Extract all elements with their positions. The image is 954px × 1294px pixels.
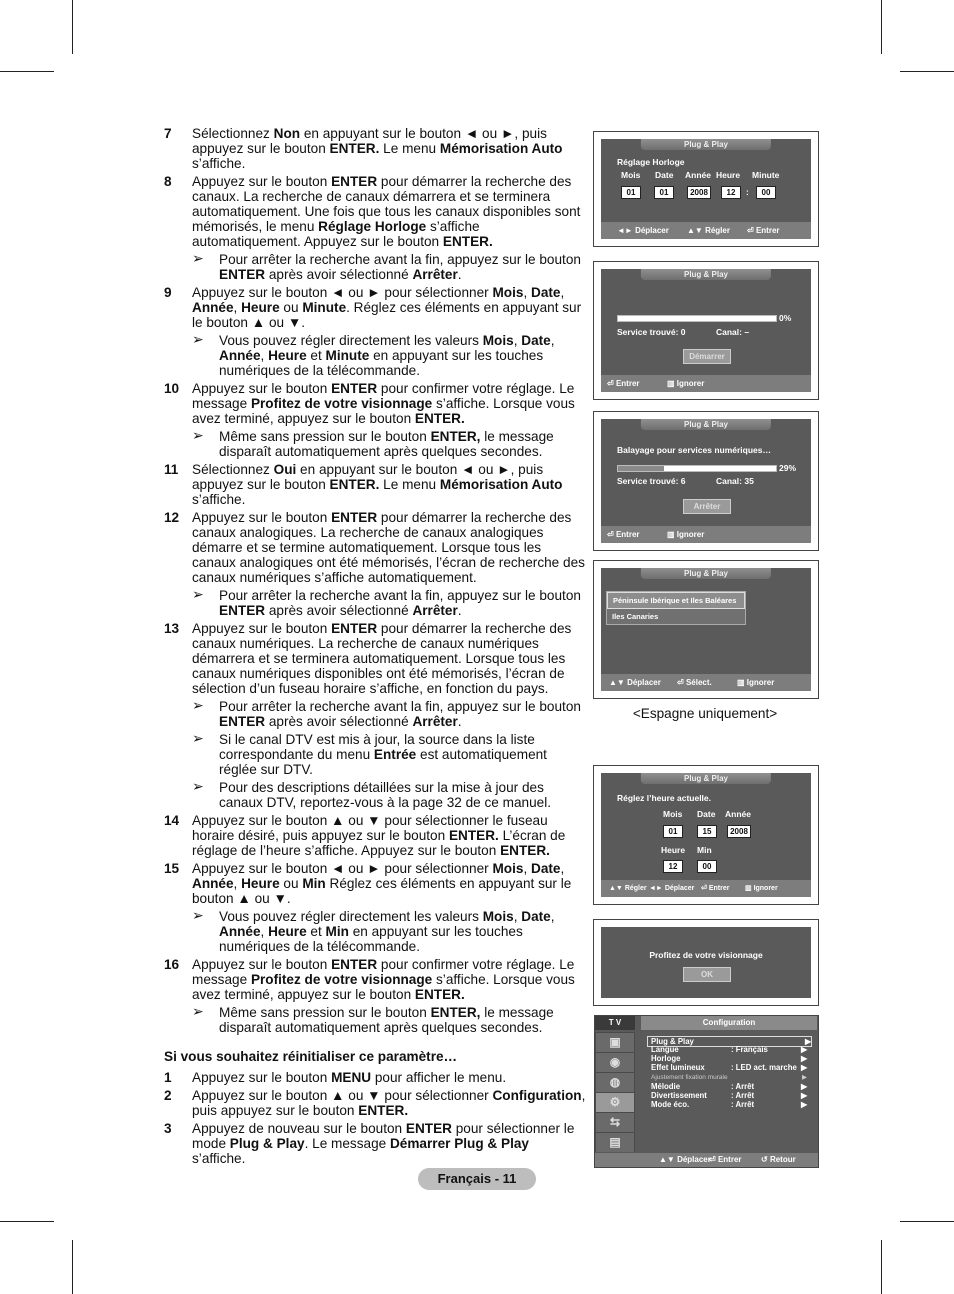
- step-number: 12: [164, 510, 180, 525]
- note-arrow-icon: ➢: [192, 907, 204, 923]
- screen-title: Plug & Play: [641, 139, 771, 150]
- note-arrow-icon: ➢: [192, 427, 204, 443]
- menu-title: Configuration: [641, 1016, 817, 1030]
- label-minute: Minute: [752, 170, 780, 180]
- menu-item-value: : Arrêt: [731, 1082, 755, 1091]
- adjust-hint: ▲▼ Régler: [687, 226, 730, 235]
- menu-item-label: Divertissement: [651, 1091, 707, 1100]
- step-note: [164, 588, 586, 618]
- spain-only-caption: <Espagne uniquement>: [632, 706, 778, 721]
- arrow-right-icon: ▶: [801, 1091, 807, 1100]
- step-text: Sélectionnez Non en appuyant sur le bouton ◄ ou ►, puis appuyez sur le bouton ENTER. Le menu Mémorisation Auto s’affiche.: [192, 126, 563, 171]
- hour-field[interactable]: 12: [663, 860, 683, 873]
- menu-item-label: Effet lumineux: [651, 1063, 705, 1072]
- crop-mark: [900, 71, 954, 72]
- channel-icon[interactable]: ◍: [596, 1073, 634, 1092]
- reset-steps-list: [164, 1070, 586, 1166]
- menu-item-value: : Arrêt: [731, 1100, 755, 1109]
- screen-time-zone: [593, 560, 819, 699]
- label-year: Année: [725, 809, 751, 819]
- note-text: Même sans pression sur le bouton ENTER, le message disparaît automatiquement après quelques secondes.: [219, 1005, 554, 1035]
- enter-hint: ⏎ Entrer: [747, 226, 780, 235]
- note-text: Même sans pression sur le bouton ENTER, le message disparaît automatiquement après quelques secondes.: [219, 429, 554, 459]
- step-text: Appuyez sur le bouton ▲ ou ▼ pour sélectionner Configuration, puis appuyez sur le bouton ENTER.: [192, 1088, 586, 1118]
- label-date: Date: [655, 170, 674, 180]
- ok-button[interactable]: OK: [683, 967, 731, 982]
- picture-icon[interactable]: ▣: [596, 1033, 634, 1052]
- step-text: Appuyez sur le bouton MENU pour afficher le menu.: [192, 1070, 507, 1085]
- step-note: [164, 1005, 586, 1035]
- step-note: [164, 252, 586, 282]
- move-hint: ◄► Déplacer: [617, 226, 669, 235]
- step-3: [164, 1121, 586, 1166]
- services-found: Service trouvé: 0: [617, 327, 686, 337]
- step-text: Appuyez de nouveau sur le bouton ENTER pour sélectionner le mode Plug & Play. Le message Démarrer Plug & Play s’affiche.: [192, 1121, 575, 1166]
- scan-progress-bar: [617, 315, 777, 322]
- menu-item-label: Ajustement fixation murale: [651, 1074, 728, 1081]
- step-note: [164, 909, 586, 954]
- step-number: 8: [164, 174, 172, 189]
- arrow-right-icon: ▶: [801, 1100, 807, 1109]
- label-date: Date: [697, 809, 716, 819]
- arrow-right-icon: ▶: [801, 1063, 807, 1072]
- screen-set-time: [593, 765, 819, 905]
- year-field[interactable]: 2008: [727, 825, 751, 838]
- menu-item[interactable]: [651, 1045, 807, 1054]
- instructions-column: [164, 126, 586, 1169]
- screen-heading: Réglez l’heure actuelle.: [617, 793, 712, 803]
- crop-mark: [0, 71, 54, 72]
- arrow-right-icon: ▶: [801, 1045, 807, 1054]
- step-number: 3: [164, 1121, 172, 1136]
- scan-heading: Balayage pour services numériques…: [617, 445, 772, 455]
- menu-item-label: Horloge: [651, 1054, 681, 1063]
- enjoy-message: Profitez de votre visionnage: [649, 950, 763, 960]
- note-arrow-icon: ➢: [192, 250, 204, 266]
- enter-hint: ⏎ Entrer: [607, 379, 640, 388]
- menu-item[interactable]: [651, 1054, 807, 1063]
- note-arrow-icon: ➢: [192, 730, 204, 746]
- hour-field[interactable]: 12: [721, 186, 741, 199]
- note-arrow-icon: ➢: [192, 586, 204, 602]
- arrow-right-icon: ▶: [801, 1054, 807, 1063]
- channel-readout: Canal: 35: [716, 476, 754, 486]
- step-number: 2: [164, 1088, 172, 1103]
- page-number-badge: Français - 11: [418, 1168, 536, 1190]
- menu-item-label: Mélodie: [651, 1082, 681, 1091]
- label-year: Année: [685, 170, 711, 180]
- step-number: 1: [164, 1070, 172, 1085]
- crop-mark: [72, 1240, 73, 1294]
- step-text: Appuyez sur le bouton ◄ ou ► pour sélectionner Mois, Date, Année, Heure ou Minute. Réglez ces éléments en appuyant sur le bouton ▲ ou ▼.: [192, 285, 582, 330]
- note-arrow-icon: ➢: [192, 778, 204, 794]
- crop-mark: [900, 1221, 954, 1222]
- progress-percent: 0%: [779, 313, 792, 323]
- screen-title: Plug & Play: [641, 773, 771, 784]
- step-8: [164, 174, 586, 249]
- enter-hint: ⏎ Entrer: [701, 885, 730, 892]
- menu-item-label: Langue: [651, 1045, 679, 1054]
- note-text: Pour des descriptions détaillées sur la mise à jour des canaux DTV, reportez-vous à la page 32 de ce manuel.: [219, 780, 551, 810]
- arrow-right-icon: ▶: [801, 1082, 807, 1091]
- progress-percent: 29%: [779, 463, 797, 473]
- menu-item-value: : Arrêt: [731, 1091, 755, 1100]
- channel-readout: Canal: –: [716, 327, 750, 337]
- select-hint: ⏎ Sélect.: [677, 678, 712, 687]
- skip-hint: ▥ Ignorer: [667, 379, 705, 388]
- step-12: [164, 510, 586, 585]
- step-number: 14: [164, 813, 180, 828]
- enter-hint: ⏎ Entrer: [709, 1155, 742, 1164]
- menu-item-value: : LED act. marche: [731, 1063, 797, 1072]
- step-text: Sélectionnez Oui en appuyant sur le bouton ◄ ou ►, puis appuyez sur le bouton ENTER. Le menu Mémorisation Auto s’affiche.: [192, 462, 563, 507]
- note-text: Pour arrêter la recherche avant la fin, appuyez sur le bouton ENTER après avoir sélectionné Arrêter.: [219, 699, 581, 729]
- screen-configuration-menu: [594, 1015, 819, 1168]
- step-text: Appuyez sur le bouton ENTER pour démarrer la recherche des canaux. La recherche de canaux démarrera et se terminera automatiquement. Une fois que tous les canaux disponibles sont mémorisés, le menu Réglage Horloge s’affiche automatiquement. Appuyez sur le bouton ENTER.: [192, 174, 581, 249]
- note-arrow-icon: ➢: [192, 1003, 204, 1019]
- step-note: [164, 333, 586, 378]
- note-text: Vous pouvez régler directement les valeurs Mois, Date, Année, Heure et Min en appuyant sur les touches numériques de la télécommande.: [219, 909, 555, 954]
- month-field[interactable]: 01: [621, 186, 641, 199]
- step-number: 16: [164, 957, 180, 972]
- step-16: [164, 957, 586, 1002]
- step-2: [164, 1088, 586, 1118]
- step-note: [164, 780, 586, 810]
- step-text: Appuyez sur le bouton ◄ ou ► pour sélectionner Mois, Date, Année, Heure ou Min Réglez ces éléments en appuyant sur le bouton ▲ ou ▼.: [192, 861, 572, 906]
- time-zone-list: [606, 591, 746, 625]
- step-1: [164, 1070, 586, 1085]
- menu-item[interactable]: [651, 1082, 807, 1091]
- min-field[interactable]: 00: [697, 860, 717, 873]
- stop-button[interactable]: Arrêter: [683, 499, 731, 514]
- move-hint: ◄► Déplacer: [649, 885, 695, 892]
- menu-item-value: : Français: [731, 1045, 768, 1054]
- step-text: Appuyez sur le bouton ENTER pour démarrer la recherche des canaux numériques. La recherche de canaux numériques démarrera et se terminera automatiquement. Lorsque tous les canaux numériques disponibles ont été mémorisés, l’écran de sélection d’un fuseau horaire s’affiche, en fonction du pays.: [192, 621, 572, 696]
- adjust-hint: ▲▼ Régler: [609, 885, 647, 892]
- step-number: 13: [164, 621, 180, 636]
- skip-hint: ▥ Ignorer: [745, 885, 778, 892]
- screen-title: Plug & Play: [641, 568, 771, 579]
- crop-mark: [0, 1221, 54, 1222]
- step-11: [164, 462, 586, 507]
- scan-progress-bar: [617, 465, 777, 472]
- setup-icon[interactable]: ⚙: [596, 1093, 634, 1112]
- move-hint: ▲▼ Déplacer: [659, 1155, 711, 1164]
- note-text: Pour arrêter la recherche avant la fin, appuyez sur le bouton ENTER après avoir sélectionné Arrêter.: [219, 588, 581, 618]
- screen-auto-store: [593, 261, 819, 400]
- step-number: 9: [164, 285, 172, 300]
- time-zone-item[interactable]: Iles Canaries: [612, 612, 659, 621]
- step-note: [164, 699, 586, 729]
- sound-icon[interactable]: ◉: [596, 1053, 634, 1072]
- note-arrow-icon: ➢: [192, 331, 204, 347]
- step-text: Appuyez sur le bouton ▲ ou ▼ pour sélectionner le fuseau horaire désiré, puis appuyez sur le bouton ENTER. L’écran de réglage de l’heure s’affiche. Appuyez sur le bouton ENTER.: [192, 813, 566, 858]
- note-text: Pour arrêter la recherche avant la fin, appuyez sur le bouton ENTER après avoir sélectionné Arrêter.: [219, 252, 581, 282]
- input-icon[interactable]: ⇆: [596, 1113, 634, 1132]
- skip-hint: ▥ Ignorer: [667, 530, 705, 539]
- step-9: [164, 285, 586, 330]
- step-13: [164, 621, 586, 696]
- minute-field[interactable]: 00: [756, 186, 776, 199]
- enter-hint: ⏎ Entrer: [607, 530, 640, 539]
- reset-heading: Si vous souhaitez réinitialiser ce paramètre…: [164, 1049, 458, 1064]
- time-separator: :: [746, 187, 749, 197]
- month-field[interactable]: 01: [663, 825, 683, 838]
- step-text: Appuyez sur le bouton ENTER pour confirmer votre réglage. Le message Profitez de votre visionnage s’affiche. Lorsque vous avez terminé, appuyez sur le bouton ENTER.: [192, 957, 575, 1002]
- step-number: 10: [164, 381, 180, 396]
- menu-item-label: Mode éco.: [651, 1100, 690, 1109]
- menu-item[interactable]: [651, 1063, 807, 1072]
- step-text: Appuyez sur le bouton ENTER pour confirmer votre réglage. Le message Profitez de votre visionnage s’affiche. Lorsque vous avez terminé, appuyez sur le bouton ENTER.: [192, 381, 575, 426]
- return-hint: ↺ Retour: [761, 1155, 796, 1164]
- tv-tab[interactable]: T V: [595, 1016, 635, 1030]
- step-15: [164, 861, 586, 906]
- step-number: 11: [164, 462, 179, 477]
- screen-title: Plug & Play: [641, 269, 771, 280]
- screen-digital-scan: [593, 411, 819, 551]
- step-note: [164, 732, 586, 777]
- screen-enjoy: [593, 919, 819, 1006]
- crop-mark: [72, 0, 73, 54]
- label-month: Mois: [621, 170, 641, 180]
- menu-item[interactable]: [651, 1073, 807, 1082]
- skip-hint: ▥ Ignorer: [737, 678, 775, 687]
- label-hour: Heure: [661, 845, 686, 855]
- move-hint: ▲▼ Déplacer: [609, 678, 661, 687]
- step-number: 7: [164, 126, 172, 141]
- note-text: Vous pouvez régler directement les valeurs Mois, Date, Année, Heure et Minute en appuyant sur les touches numériques de la télécommande.: [219, 333, 555, 378]
- digital-icon[interactable]: ▤: [596, 1133, 634, 1152]
- note-arrow-icon: ➢: [192, 697, 204, 713]
- label-month: Mois: [663, 809, 683, 819]
- screen-clock-setting: [593, 131, 819, 247]
- step-7: [164, 126, 586, 171]
- step-10: [164, 381, 586, 426]
- step-text: Appuyez sur le bouton ENTER pour démarrer la recherche des canaux analogiques. La recherche de canaux analogiques démarre et se termine automatiquement. Lorsque tous les canaux analogiques ont été mémorisés, l’écran de recherche des canaux numériques s’affiche automatiquement.: [192, 510, 585, 585]
- arrow-right-icon: ▶: [802, 1074, 807, 1081]
- menu-sidebar: [595, 1032, 635, 1152]
- step-number: 15: [164, 861, 180, 876]
- year-field[interactable]: 2008: [687, 186, 711, 199]
- start-button[interactable]: Démarrer: [683, 349, 731, 364]
- screen-heading: Réglage Horloge: [617, 157, 685, 167]
- menu-item[interactable]: [651, 1091, 807, 1100]
- crop-mark: [881, 0, 882, 54]
- menu-item-label: Plug & Play: [651, 1037, 694, 1046]
- date-field[interactable]: 01: [654, 186, 674, 199]
- arrow-right-icon: ▶: [805, 1037, 811, 1046]
- step-14: [164, 813, 586, 858]
- label-min: Min: [697, 845, 712, 855]
- time-zone-item[interactable]: Péninsule Ibérique et Iles Baléares: [607, 592, 745, 609]
- crop-mark: [881, 1240, 882, 1294]
- note-text: Si le canal DTV est mis à jour, la source dans la liste correspondante du menu Entrée est automatiquement réglée sur DTV.: [219, 732, 547, 777]
- menu-item[interactable]: [651, 1100, 807, 1109]
- date-field[interactable]: 15: [697, 825, 717, 838]
- services-found: Service trouvé: 6: [617, 476, 686, 486]
- label-hour: Heure: [716, 170, 741, 180]
- step-note: [164, 429, 586, 459]
- screen-title: Plug & Play: [641, 419, 771, 430]
- steps-list: [164, 126, 586, 1035]
